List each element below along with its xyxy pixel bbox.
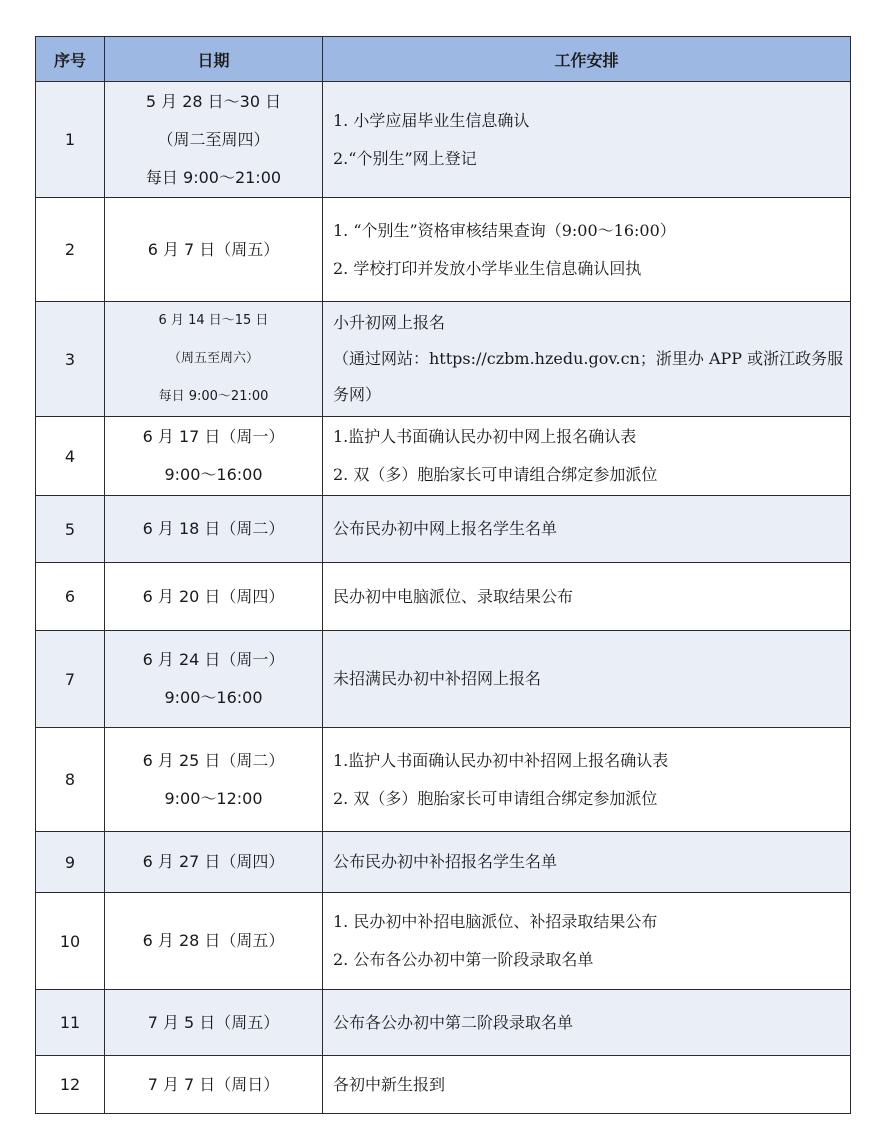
date-line: 6 月 27 日（周四） <box>142 852 285 871</box>
row-number: 2 <box>36 198 105 302</box>
row-date <box>105 302 323 417</box>
row-number: 7 <box>36 631 105 728</box>
task-line: 2. 学校打印并发放小学毕业生信息确认回执 <box>333 258 642 278</box>
task-line: 公布民办初中网上报名学生名单 <box>333 519 558 538</box>
date-line: 7 月 5 日（周五） <box>147 1012 280 1032</box>
table-row <box>36 198 851 302</box>
row-task <box>323 302 851 417</box>
row-task <box>323 417 851 496</box>
table-row <box>36 302 851 417</box>
table-row <box>36 563 851 631</box>
date-line: 6 月 20 日（周四） <box>142 586 285 606</box>
row-number: 1 <box>36 82 105 198</box>
row-date <box>105 496 323 563</box>
date-line: 6 月 25 日（周二） <box>142 750 285 770</box>
task-line: 1.监护人书面确认民办初中网上报名确认表 <box>333 427 637 446</box>
row-number: 9 <box>36 832 105 893</box>
table-header <box>36 37 851 82</box>
row-number: 11 <box>36 990 105 1056</box>
row-date <box>105 728 323 832</box>
date-line: （周二至周四） <box>157 129 270 149</box>
task-line: 公布各公办初中第二阶段录取名单 <box>333 1012 574 1032</box>
row-task <box>323 82 851 198</box>
row-task <box>323 1056 851 1114</box>
row-number: 10 <box>36 893 105 990</box>
table-row <box>36 893 851 990</box>
row-number: 12 <box>36 1056 105 1114</box>
admission-schedule-table <box>35 36 851 1114</box>
task-line: 2. 公布各公办初中第一阶段录取名单 <box>333 950 594 969</box>
row-task <box>323 832 851 893</box>
row-number: 8 <box>36 728 105 832</box>
task-line: 公布民办初中补招报名学生名单 <box>333 852 558 871</box>
header-no: 序号 <box>36 37 105 82</box>
row-task <box>323 198 851 302</box>
row-date <box>105 893 323 990</box>
table-body <box>36 82 851 1114</box>
row-task <box>323 563 851 631</box>
task-line: 小升初网上报名 <box>333 313 446 332</box>
table-row <box>36 1056 851 1114</box>
date-line: 6 月 17 日（周一） <box>142 427 285 446</box>
table-row <box>36 417 851 496</box>
row-task <box>323 893 851 990</box>
row-number: 5 <box>36 496 105 563</box>
row-task <box>323 631 851 728</box>
date-line: 6 月 7 日（周五） <box>147 239 280 259</box>
date-line: 每日 9:00～21:00 <box>145 167 282 187</box>
date-line: 6 月 18 日（周二） <box>142 519 285 538</box>
header-date: 日期 <box>105 37 323 82</box>
row-date <box>105 1056 323 1114</box>
date-line: 9:00～16:00 <box>164 688 263 707</box>
task-line: 1. 民办初中补招电脑派位、补招录取结果公布 <box>333 912 658 931</box>
header-task: 工作安排 <box>323 37 851 82</box>
table-row <box>36 990 851 1056</box>
row-date <box>105 417 323 496</box>
task-line: 1. “个别生”资格审核结果查询（9:00～16:00） <box>333 220 676 240</box>
table-row <box>36 832 851 893</box>
table-row <box>36 631 851 728</box>
row-date <box>105 832 323 893</box>
row-task <box>323 728 851 832</box>
task-line: 未招满民办初中补招网上报名 <box>333 669 542 688</box>
date-line: 每日 9:00～21:00 <box>158 389 269 404</box>
date-line: 6 月 14 日～15 日 <box>158 313 269 328</box>
row-task <box>323 496 851 563</box>
task-line: 2.“个别生”网上登记 <box>333 148 477 168</box>
date-line: 6 月 28 日（周五） <box>142 931 285 950</box>
date-line: 9:00～16:00 <box>164 465 263 484</box>
date-line: 7 月 7 日（周日） <box>147 1074 280 1094</box>
date-line: （周五至周六） <box>167 351 259 366</box>
row-date <box>105 82 323 198</box>
task-line: 1. 小学应届毕业生信息确认 <box>333 110 530 130</box>
task-line: 各初中新生报到 <box>333 1074 446 1094</box>
row-task <box>323 990 851 1056</box>
date-line: 6 月 24 日（周一） <box>142 650 285 669</box>
task-line: 2. 双（多）胞胎家长可申请组合绑定参加派位 <box>333 465 658 484</box>
task-line: 民办初中电脑派位、录取结果公布 <box>333 586 574 606</box>
date-line: 9:00～12:00 <box>164 788 263 808</box>
task-line: 1.监护人书面确认民办初中补招网上报名确认表 <box>333 750 669 770</box>
table-row <box>36 728 851 832</box>
row-date <box>105 631 323 728</box>
row-date <box>105 990 323 1056</box>
date-line: 5 月 28 日～30 日 <box>145 91 282 111</box>
row-number: 6 <box>36 563 105 631</box>
table-row <box>36 496 851 563</box>
header-row <box>36 37 851 82</box>
task-line: （通过网站：https://czbm.hzedu.gov.cn；浙里办 APP 或浙江政务服务网） <box>333 349 844 404</box>
row-date <box>105 563 323 631</box>
task-line: 2. 双（多）胞胎家长可申请组合绑定参加派位 <box>333 788 658 808</box>
row-number: 3 <box>36 302 105 417</box>
row-date <box>105 198 323 302</box>
row-number: 4 <box>36 417 105 496</box>
table-row <box>36 82 851 198</box>
